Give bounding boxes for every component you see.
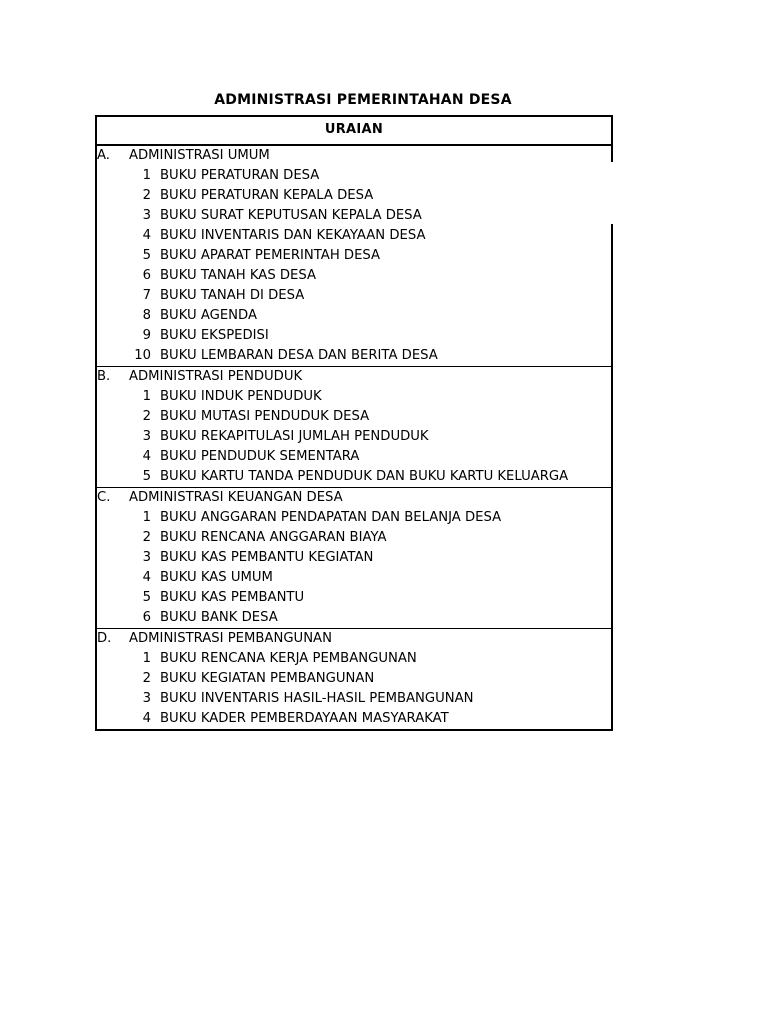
item-label: BUKU INDUK PENDUDUK (160, 389, 322, 404)
list-item (97, 326, 611, 346)
item-number: 2 (142, 409, 151, 424)
list-item (97, 286, 611, 306)
table-header: URAIAN (97, 117, 611, 146)
item-label: BUKU APARAT PEMERINTAH DESA (160, 248, 381, 263)
item-label: BUKU INVENTARIS HASIL-HASIL PEMBANGUNAN (160, 691, 474, 706)
list-item (97, 427, 611, 447)
item-number: 2 (142, 530, 151, 545)
item-number: 4 (142, 570, 151, 585)
item-label: BUKU KARTU TANDA PENDUDUK DAN BUKU KARTU KELUARGA (160, 469, 569, 484)
item-number: 1 (142, 389, 151, 404)
list-item (97, 186, 611, 206)
list-item (97, 608, 611, 628)
list-item (97, 528, 611, 548)
list-item (97, 568, 611, 588)
item-number: 4 (142, 228, 151, 243)
item-number: 1 (142, 168, 151, 183)
item-label: BUKU PERATURAN KEPALA DESA (160, 188, 374, 203)
item-label: BUKU KADER PEMBERDAYAAN MASYARAKAT (160, 711, 449, 726)
section-d (97, 629, 611, 729)
item-label: BUKU EKSPEDISI (160, 328, 269, 343)
item-label: BUKU PERATURAN DESA (160, 168, 320, 183)
section-title: ADMINISTRASI PEMBANGUNAN (129, 631, 332, 646)
list-item (97, 306, 611, 326)
section-a (97, 146, 611, 367)
item-number: 3 (142, 550, 151, 565)
item-number: 5 (142, 248, 151, 263)
item-number: 7 (142, 288, 151, 303)
item-label: BUKU LEMBARAN DESA DAN BERITA DESA (160, 348, 438, 363)
item-number: 10 (134, 348, 151, 363)
list-item (97, 266, 611, 286)
item-number: 3 (142, 208, 151, 223)
list-item (97, 246, 611, 266)
section-header-row (97, 367, 611, 387)
item-number: 4 (142, 449, 151, 464)
item-number: 2 (142, 188, 151, 203)
uraian-table (95, 115, 613, 731)
item-number: 6 (142, 268, 151, 283)
item-label: BUKU KEGIATAN PEMBANGUNAN (160, 671, 375, 686)
list-item (97, 226, 611, 246)
list-item (97, 387, 611, 407)
item-label: BUKU REKAPITULASI JUMLAH PENDUDUK (160, 429, 429, 444)
section-letter: C. (97, 490, 111, 505)
item-label: BUKU TANAH DI DESA (160, 288, 305, 303)
section-b (97, 367, 611, 488)
section-letter: B. (97, 369, 111, 384)
table-body (97, 146, 611, 729)
section-header-row (97, 146, 611, 166)
section-header-row (97, 488, 611, 508)
item-number: 3 (142, 691, 151, 706)
list-item (97, 166, 611, 186)
item-label: BUKU BANK DESA (160, 610, 278, 625)
item-label: BUKU TANAH KAS DESA (160, 268, 317, 283)
item-number: 6 (142, 610, 151, 625)
item-label: BUKU RENCANA ANGGARAN BIAYA (160, 530, 387, 545)
section-title: ADMINISTRASI PENDUDUK (129, 369, 303, 384)
item-number: 9 (142, 328, 151, 343)
item-number: 4 (142, 711, 151, 726)
section-header-row (97, 629, 611, 649)
list-item (97, 346, 611, 366)
list-item (97, 689, 611, 709)
section-letter: D. (97, 631, 112, 646)
item-label: BUKU KAS PEMBANTU KEGIATAN (160, 550, 374, 565)
item-label: BUKU MUTASI PENDUDUK DESA (160, 409, 370, 424)
item-number: 5 (142, 590, 151, 605)
section-letter: A. (97, 148, 110, 163)
item-number: 1 (142, 510, 151, 525)
item-label: BUKU ANGGARAN PENDAPATAN DAN BELANJA DESA (160, 510, 502, 525)
item-label: BUKU AGENDA (160, 308, 257, 323)
list-item (97, 407, 611, 427)
item-label: BUKU SURAT KEPUTUSAN KEPALA DESA (160, 208, 422, 223)
list-item (97, 588, 611, 608)
list-item (97, 206, 611, 226)
item-label: BUKU KAS PEMBANTU (160, 590, 305, 605)
list-item (97, 669, 611, 689)
list-item (97, 467, 611, 487)
item-label: BUKU INVENTARIS DAN KEKAYAAN DESA (160, 228, 426, 243)
border-gap (611, 162, 617, 224)
list-item (97, 508, 611, 528)
list-item (97, 649, 611, 669)
section-title: ADMINISTRASI UMUM (129, 148, 270, 163)
document-title: ADMINISTRASI PEMERINTAHAN DESA (214, 92, 512, 108)
item-number: 1 (142, 651, 151, 666)
list-item (97, 548, 611, 568)
item-label: BUKU KAS UMUM (160, 570, 273, 585)
item-label: BUKU PENDUDUK SEMENTARA (160, 449, 360, 464)
item-number: 3 (142, 429, 151, 444)
section-c (97, 488, 611, 629)
item-number: 8 (142, 308, 151, 323)
item-number: 5 (142, 469, 151, 484)
section-title: ADMINISTRASI KEUANGAN DESA (129, 490, 343, 505)
item-label: BUKU RENCANA KERJA PEMBANGUNAN (160, 651, 417, 666)
list-item (97, 709, 611, 729)
list-item (97, 447, 611, 467)
item-number: 2 (142, 671, 151, 686)
